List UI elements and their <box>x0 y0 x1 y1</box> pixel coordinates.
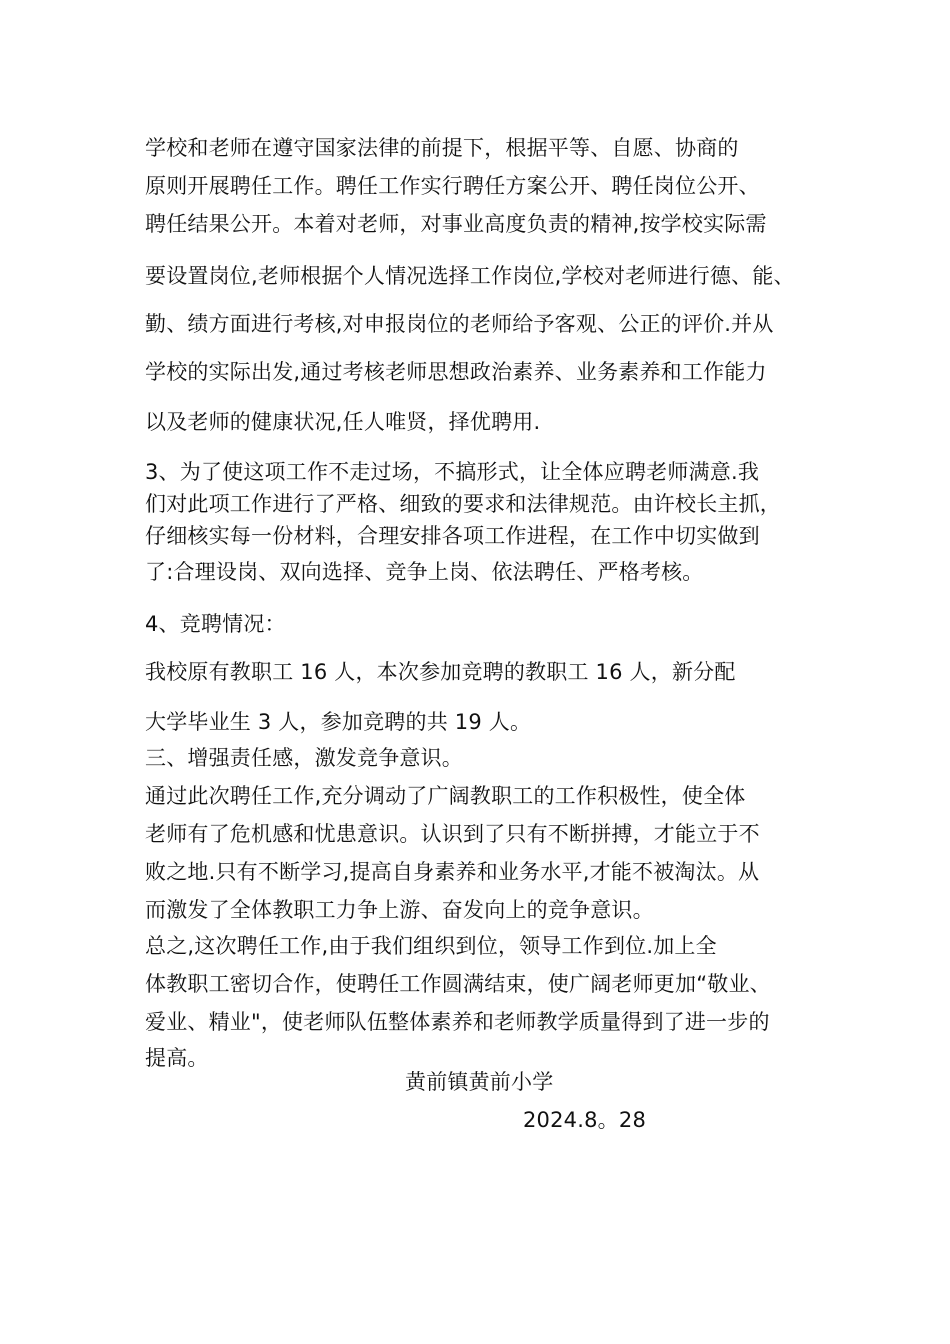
paragraph-2-line: 仔细核实每一份材料，合理安排各项工作进程，在工作中切实做到 <box>145 524 760 548</box>
paragraph-4-line: 老师有了危机感和忧患意识。认识到了只有不断拼搏，才能立于不 <box>145 822 760 846</box>
section-heading-4: 4、竞聘情况： <box>145 612 286 636</box>
paragraph-2-line: 3、为了使这项工作不走过场，不搞形式，让全体应聘老师满意.我 <box>145 460 760 484</box>
section-heading-3: 三、增强责任感，激发竞争意识。 <box>145 746 463 770</box>
paragraph-5-line: 提高。 <box>145 1046 209 1070</box>
paragraph-1-line: 学校和老师在遵守国家法律的前提下，根据平等、自愿、协商的 <box>145 136 739 160</box>
paragraph-1-line: 聘任结果公开。本着对老师，对事业高度负责的精神,按学校实际需 <box>145 212 767 236</box>
paragraph-3-line: 大学毕业生 3 人，参加竞聘的共 19 人。 <box>145 710 532 734</box>
paragraph-2-line: 们对此项工作进行了严格、细致的要求和法律规范。由许校长主抓， <box>145 492 781 516</box>
paragraph-1-line: 学校的实际出发,通过考核老师思想政治素养、业务素养和工作能力 <box>145 360 767 384</box>
paragraph-5-line: 体教职工密切合作，使聘任工作圆满结束，使广阔老师更加“敬业、 <box>145 972 771 996</box>
paragraph-1-line: 要设置岗位,老师根据个人情况选择工作岗位,学校对老师进行德、能、 <box>145 264 795 288</box>
signature-school-name: 黄前镇黄前小学 <box>405 1070 554 1094</box>
paragraph-4-line: 通过此次聘任工作,充分调动了广阔教职工的工作积极性，使全体 <box>145 784 746 808</box>
paragraph-4-line: 而激发了全体教职工力争上游、奋发向上的竞争意识。 <box>145 898 654 922</box>
paragraph-5-line: 总之,这次聘任工作,由于我们组织到位，领导工作到位.加上全 <box>145 934 717 958</box>
paragraph-3-line: 我校原有教职工 16 人，本次参加竞聘的教职工 16 人，新分配 <box>145 660 736 684</box>
paragraph-4-line: 败之地.只有不断学习,提高自身素养和业务水平,才能不被淘汰。从 <box>145 860 760 884</box>
paragraph-5-line: 爱业、精业"，使老师队伍整体素养和老师教学质量得到了进一步的 <box>145 1010 770 1034</box>
paragraph-2-line: 了:合理设岗、双向选择、竞争上岗、依法聘任、严格考核。 <box>145 560 704 584</box>
paragraph-1-line: 原则开展聘任工作。聘任工作实行聘任方案公开、聘任岗位公开、 <box>145 174 760 198</box>
signature-date: 2024.8。28 <box>523 1108 647 1132</box>
paragraph-1-line: 以及老师的健康状况,任人唯贤，择优聘用. <box>145 410 541 434</box>
paragraph-1-line: 勤、绩方面进行考核,对申报岗位的老师给予客观、公正的评价.并从 <box>145 312 774 336</box>
